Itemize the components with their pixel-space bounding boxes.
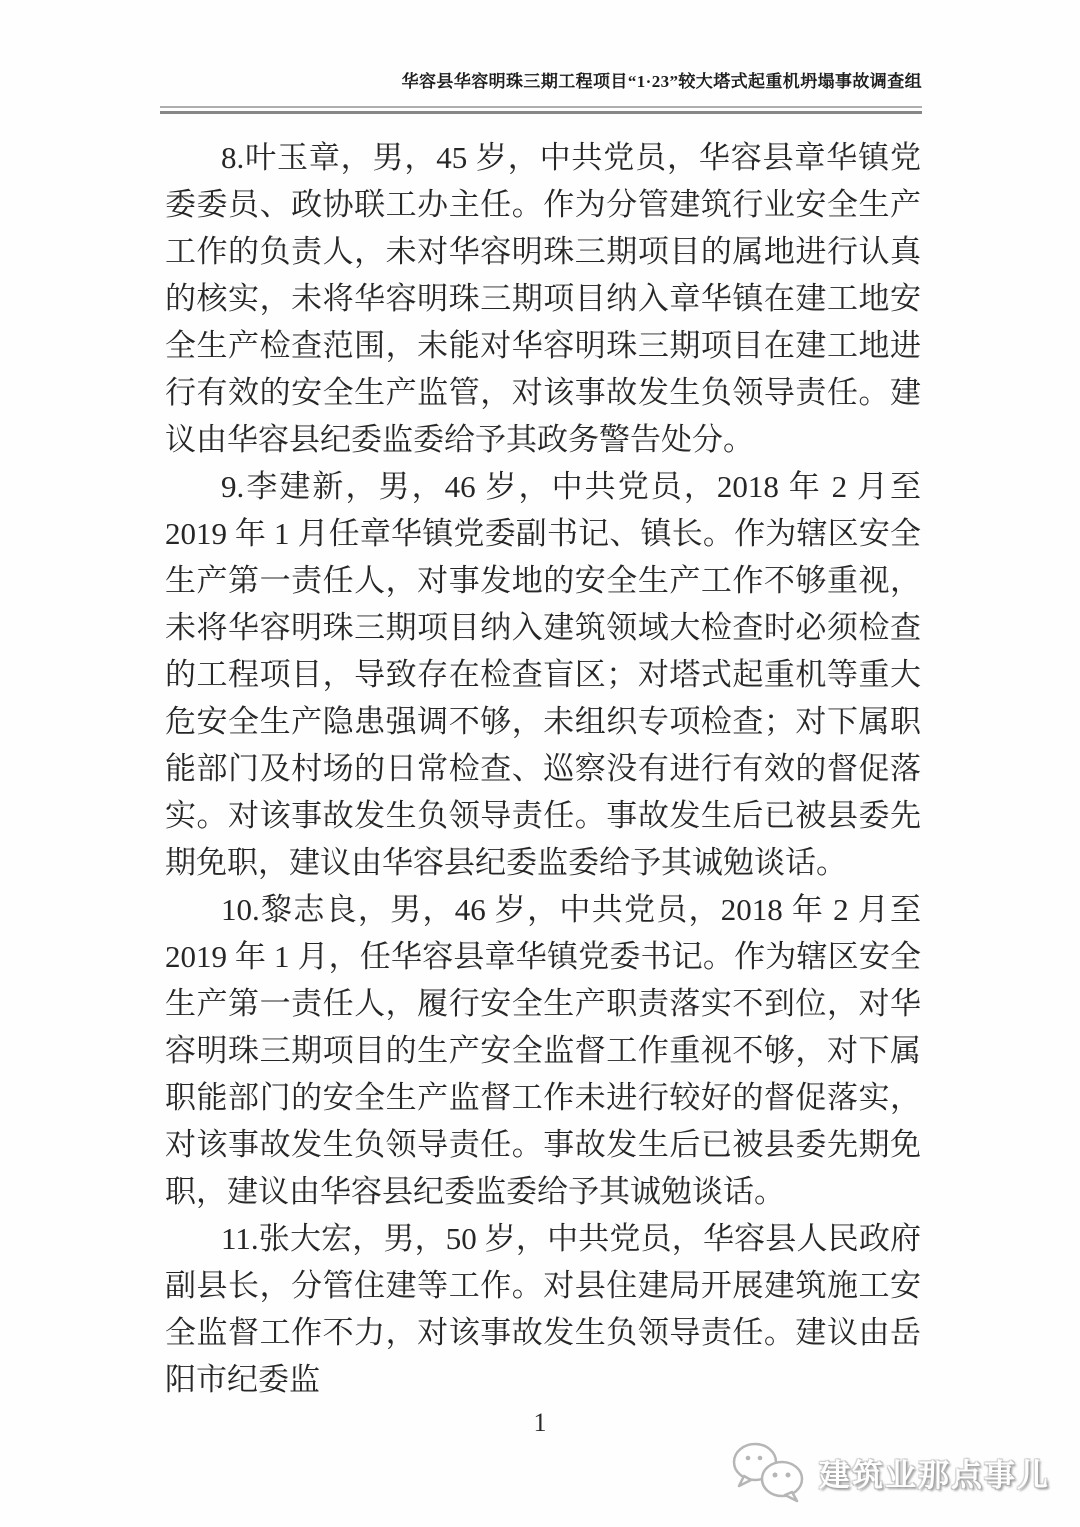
paragraph-9: 9.李建新，男，46 岁，中共党员，2018 年 2 月至 2019 年 1 月任章华镇党委副书记、镇长。作为辖区安全生产第一责任人，对事发地的安全生产工作不够重视，未将华容明珠三期项目纳入建筑领域大检查时必须检查的工程项目，导致存在检查盲区；对塔式起重机等重大危安全生产隐患强调不够，未组织专项检查；对下属职能部门及村场的日常检查、巡察没有进行有效的督促落实。对该事故发生负领导责任。事故发生后已被县委先期免职，建议由华容县纪委监委给予其诚勉谈话。 [165,469,921,880]
paragraph-8: 8.叶玉章，男，45 岁，中共党员，华容县章华镇党委委员、政协联工办主任。作为分管建筑行业安全生产工作的负责人，未对华容明珠三期项目的属地进行认真的核实，未将华容明珠三期项目纳入章华镇在建工地安全生产检查范围，未能对华容明珠三期项目在建工地进行有效的安全生产监管，对该事故发生负领导责任。建议由华容县纪委监委给予其政务警告处分。 [165,140,921,457]
wechat-icon [729,1440,809,1504]
watermark [729,1440,1050,1504]
paragraph-10: 10.黎志良，男，46 岁，中共党员，2018 年 2 月至 2019 年 1 月，任华容县章华镇党委书记。作为辖区安全生产第一责任人，履行安全生产职责落实不到位，对华容明珠三期项目的生产安全监督工作重视不够，对下属职能部门的安全生产监督工作未进行较好的督促落实，对该事故发生负领导责任。事故发生后已被县委先期免职，建议由华容县纪委监委给予其诚勉谈话。 [165,892,921,1209]
document-body [165,134,921,1403]
page-number: 1 [533,1408,547,1437]
header-rule [160,106,922,114]
header-title: 华容县华容明珠三期工程项目“1·23”较大塔式起重机坍塌事故调查组 [401,72,922,91]
watermark-label: 建筑业那点事儿 [819,1457,1050,1493]
paragraph-11: 11.张大宏，男，50 岁，中共党员，华容县人民政府副县长，分管住建等工作。对县住建局开展建筑施工安全监督工作不力，对该事故发生负领导责任。建议由岳阳市纪委监 [165,1221,921,1397]
